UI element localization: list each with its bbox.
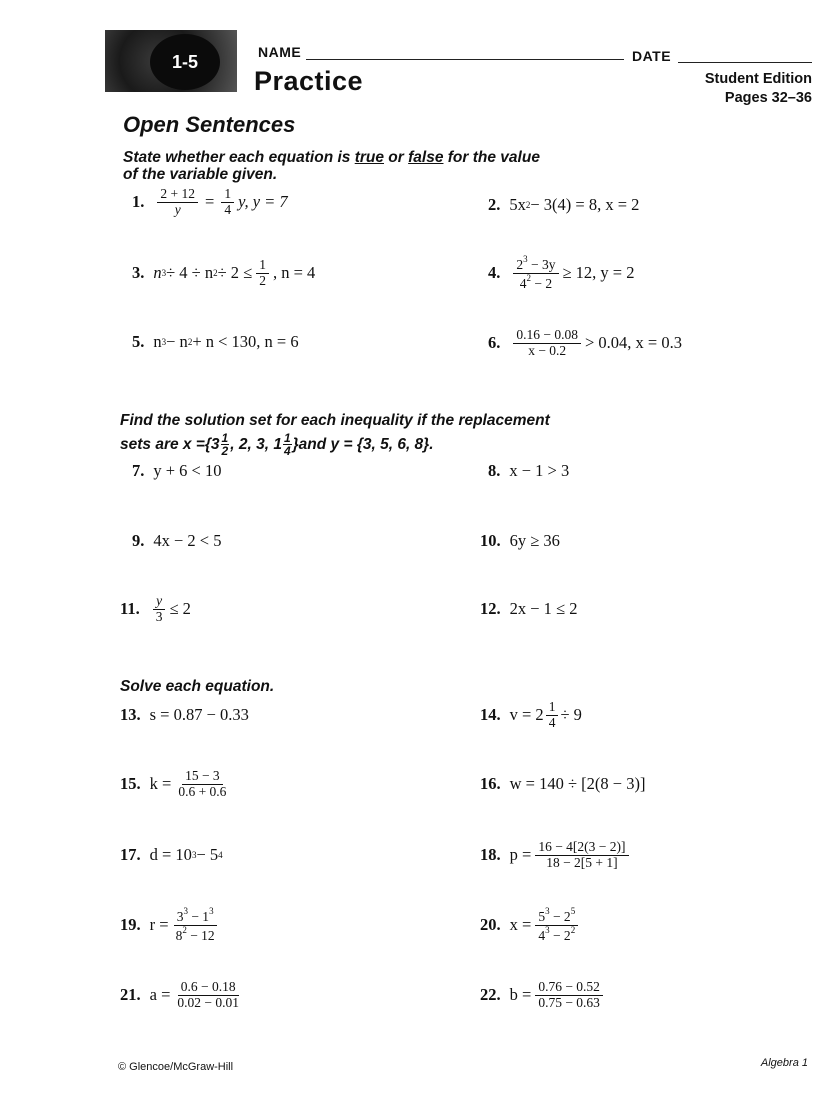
copyright-notice: © Glencoe/McGraw-Hill (118, 1061, 234, 1073)
problem-2: 2. 5x 2 − 3(4) = 8, x = 2 (488, 195, 640, 214)
problem-20: 20. x = $\frac{5^3 - 2^5}{4^3 - 2^2}$ (480, 907, 582, 943)
problem-14: 14. v = 2 $\frac{1}{4}$ ÷ 9 (480, 699, 582, 730)
course-name: Algebra 1 (760, 1057, 808, 1069)
problem-11: 11. $\frac{y}{3}$ ≤ 2 (120, 593, 191, 624)
instructions-solve: Solve each equation. (120, 678, 275, 695)
problem-3: 3. n 3 ÷ 4 ÷ n 2 ÷ 2 ≤ $\frac{1}{2}$ , n = 4 (132, 257, 316, 288)
problem-19: 19. r = $\frac{3^3 - 1^3}{8^2 - 12}$ (120, 906, 215, 943)
problem-16: 16. w = 140 ÷ [2(8 − 3)] (480, 774, 646, 793)
problem-6: 6. $\frac{0.16 - 0.08}{x - 0.2}$ > 0.04, x = 0.3 (488, 327, 682, 358)
student-edition-ref (705, 70, 812, 108)
problem-18: 18. p = $\frac{16 - 4[2(3 - 2)]}{18 - 2[5 + 1]}$ (480, 837, 633, 873)
page-title: Practice (254, 66, 364, 96)
problem-9: 9. 4x − 2 < 5 (132, 531, 222, 550)
problem-17: 17. d = 10 3 − 5 4 (120, 845, 223, 864)
date-label: DATE (632, 48, 672, 64)
problem-5: 5. n 3 − n 2 + n < 130, n = 6 (132, 332, 299, 351)
problem-12: 12. 2x − 1 ≤ 2 (480, 599, 578, 618)
edition-line-1: Student Edition (704, 71, 812, 87)
name-label: NAME (258, 44, 302, 60)
name-line (306, 59, 624, 60)
problem-4: 4. $\frac{2^3 - 3y}{4^2 - 2}$ ≥ 12, y = 2 (488, 254, 635, 291)
instructions-true-false: State whether each equation is true or false for the value of the variable given. (123, 149, 540, 183)
problem-13: 13. s = 0.87 − 0.33 (120, 705, 249, 724)
problem-21: 21. a = $\frac{0.6 - 0.18}{0.02 - 0.01}$ (120, 979, 240, 1010)
edition-line-2: Pages 32–36 (724, 90, 812, 106)
instructions-solution-set: Find the solution set for each inequality if the replacement sets are x = {3 1 2 , 2, 3, 1 1 4 } and y = {3, 5, 6, 8}. (120, 412, 550, 458)
section-title: Open Sentences (123, 112, 296, 137)
lesson-number-badge: 1-5 (150, 34, 220, 90)
problem-22: 22. b = $\frac{0.76 - 0.52}{0.75 - 0.63}$ (480, 977, 607, 1013)
problem-10: 10. 6y ≥ 36 (480, 531, 560, 550)
problem-15: 15. k = $\frac{15 - 3}{0.6 + 0.6}$ (120, 768, 227, 799)
date-line (678, 62, 812, 63)
problem-7: 7. y + 6 < 10 (132, 461, 222, 480)
problem-1: 1. $\frac{2 + 12}{y}$ = $\frac{1}{4}$ y, y = 7 (132, 186, 288, 217)
problem-8: 8. x − 1 > 3 (488, 461, 570, 480)
